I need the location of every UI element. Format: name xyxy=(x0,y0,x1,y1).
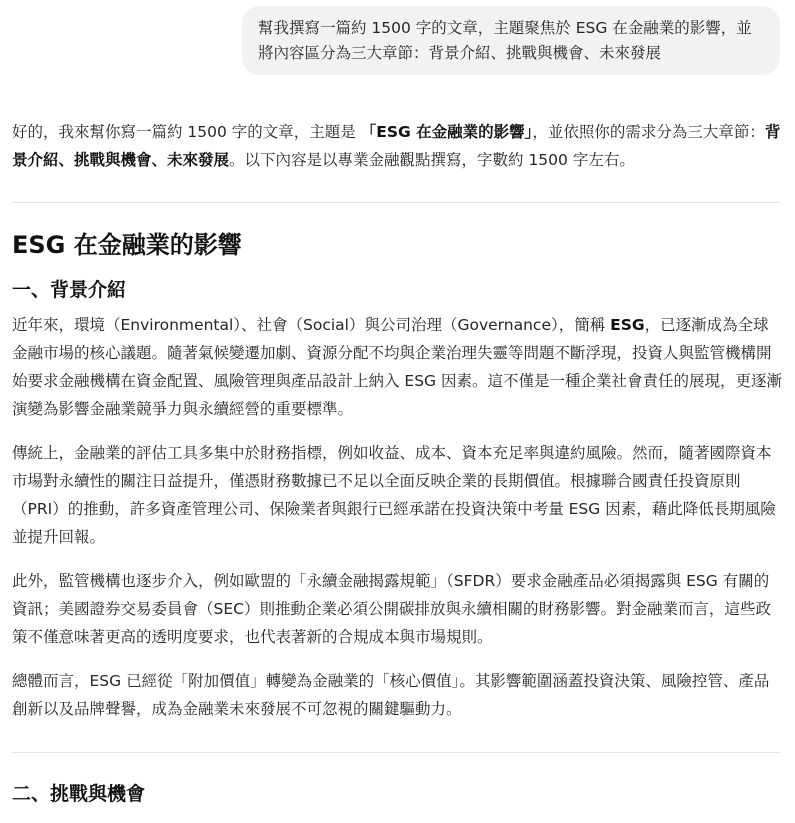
intro-sections-list: 背景介紹、挑戰與機會、未來發展 xyxy=(12,123,781,169)
esg-bold: ESG xyxy=(610,316,645,334)
section2-heading: 二、挑戰與機會 xyxy=(12,783,146,805)
section1-paragraph-2: 傳統上，金融業的評估工具多集中於財務指標，例如收益、成本、資本充足率與違約風險。然而，隨著國際資本市場對永續性的關注日益提升，僅憑財務數據已不足以全面反映企業的長期價值。根據聯合國責任投資原則（PRI）的推動，許多資產管理公司、保險業者與銀行已經承諾在投資決策中考量 ESG 因素，藉此降低長期風險並提升回報。 xyxy=(12,444,776,546)
user-message-bubble xyxy=(242,6,780,75)
section1-paragraph-3: 此外，監管機構也逐步介入，例如歐盟的「永續金融揭露規範」（SFDR）要求金融產品必須揭露與 ESG 有關的資訊；美國證券交易委員會（SEC）則推動企業必須公開碳排放與永續相關的財務影響。對金融業而言，這些政策不僅意味著更高的透明度要求，也代表著新的合規成本與市場規則。 xyxy=(12,572,771,646)
paragraph-text: ，已逐漸成為全球金融市場的核心議題。隨著氣候變遷加劇、資源分配不均與企業治理失靈等問題不斷浮現，投資人與監管機構開始要求金融機構在資金配置、風險管理與產品設計上納入 ESG 因素。這不僅是一種企業社會責任的展現，更逐漸演變為影響金融業競爭力與永續經營的重要標準。 xyxy=(12,316,783,418)
intro-text-2: ，並依照你的需求分為三大章節： xyxy=(532,123,765,141)
divider xyxy=(12,752,780,753)
section1-heading: 一、背景介紹 xyxy=(12,279,127,301)
section1-paragraph-1 xyxy=(12,311,784,423)
intro-topic: 「ESG 在金融業的影響」 xyxy=(360,123,533,141)
paragraph-text: 近年來，環境（Environmental）、社會（Social）與公司治理（Governance），簡稱 xyxy=(12,316,611,334)
section1-paragraph-4: 總體而言，ESG 已經從「附加價值」轉變為金融業的「核心價值」。其影響範圍涵蓋投資決策、風險控管、產品創新以及品牌聲譽，成為金融業未來發展不可忽視的關鍵驅動力。 xyxy=(12,672,770,718)
assistant-response xyxy=(12,118,784,807)
divider xyxy=(12,202,780,203)
intro-text-1: 好的，我來幫你寫一篇約 1500 字的文章，主題是 xyxy=(12,123,361,141)
user-message-text: 幫我撰寫一篇約 1500 字的文章，主題聚焦於 ESG 在金融業的影響，並將內容區分為三大章節：背景介紹、挑戰與機會、未來發展 xyxy=(258,19,752,62)
response-intro xyxy=(12,118,784,174)
intro-text-3: 。以下內容是以專業金融觀點撰寫，字數約 1500 字左右。 xyxy=(229,151,635,169)
article-title: ESG 在金融業的影響 xyxy=(12,231,242,259)
